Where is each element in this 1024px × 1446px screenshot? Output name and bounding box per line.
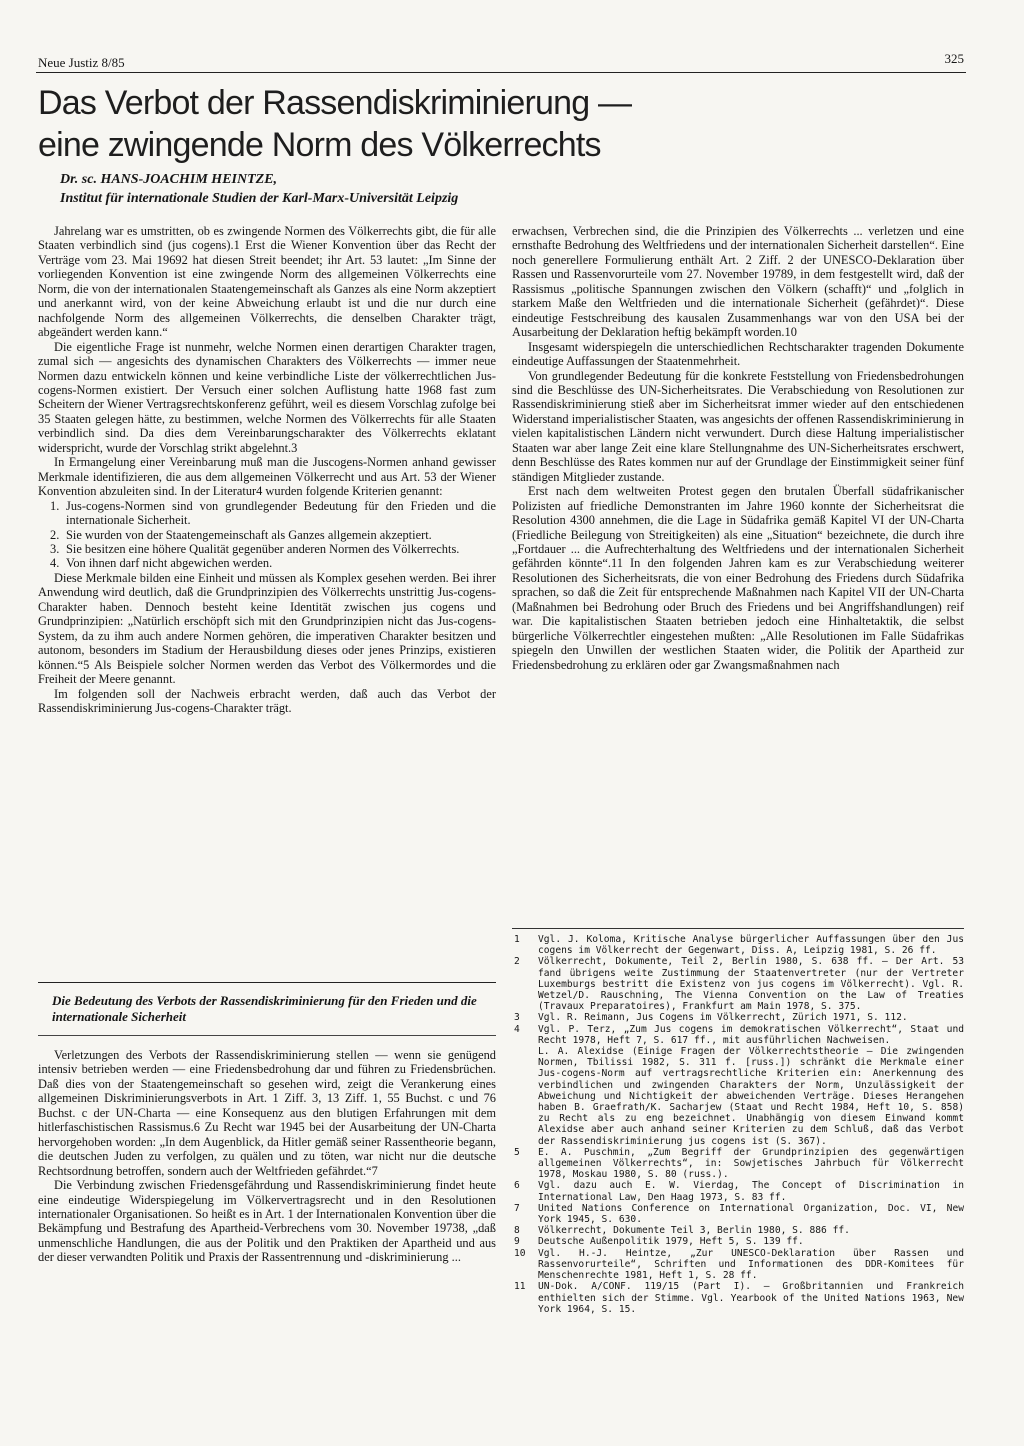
footnote-text: E. A. Puschmin, „Zum Begriff der Grundprinzipien des gegenwärtigen allgemeinen Völkerrechts“, in: Sowjetisches Jahrbuch für Völkerrecht 1978, Moskau 1980, S. 80 (russ.). — [538, 1146, 964, 1181]
criteria-number: 3. — [50, 541, 60, 556]
left-column — [38, 224, 496, 715]
footnote-number: 9 — [514, 1236, 520, 1248]
footnote — [512, 956, 964, 1012]
criteria-number: 1. — [50, 498, 60, 513]
section-heading-box — [38, 982, 496, 1036]
criteria-number: 4. — [50, 556, 60, 571]
footnote-number: 6 — [514, 1180, 520, 1192]
footnote — [512, 1225, 964, 1236]
title-line-1: Das Verbot der Rassendiskriminierung — — [38, 84, 632, 122]
paragraph: Die eigentliche Frage ist nunmehr, welche Normen einen derartigen Charakter tragen, zumal sich — angesichts des dynamischen Charakters des Völkerrechts — immer neue Normen dazu entwickeln können und keine verbindliche Liste der völkerrechtlichen Jus-cogens-Normen existiert. Der Versuch einer solchen Auflistung hatte 1968 fast zum Scheitern der Wiener Vertragsrechtskonferenz geführt, weil es diesem Vorschlag zufolge bei 35 Staaten gelegen hätte, zu bestimmen, welche Normen des Völkerrechts für alle Staaten verbindlich sind. Da dies dem Vereinbarungscharakter des Völkerrechts eklatant widerspricht, wurde der Vorschlag strikt abgelehnt.3 — [38, 339, 496, 455]
footnote — [512, 1248, 964, 1282]
criteria-item — [38, 499, 496, 528]
author-affiliation: Institut für internationale Studien der Karl-Marx-Universität Leipzig — [60, 191, 459, 206]
paragraph: Erst nach dem weltweiten Protest gegen den brutalen Überfall südafrikanischer Polizisten auf friedliche Demonstranten im Jahre 1960 konnte der Sicherheitsrat die Resolution 4300 annehmen, die die Lage in Südafrika gemäß Kapitel VI der UN-Charta (Friedliche Beilegung von Streitigkeiten) als eine „Situation“ bezeichnete, die durch ihre „Fortdauer ... die Aufrechterhaltung des Weltfriedens und der internationalen Sicherheit gefährden könnte“.11 In den folgenden Jahren kam es zur Verabschiedung weiterer Resolutionen des Sicherheitsrats, die von einer Bedrohung des Friedens durch Südafrika sprachen, so daß die Zeit für entsprechende Maßnahmen nach Kapitel VII der UN-Charta (Maßnahmen bei Bedrohung oder Bruch des Friedens und bei Angriffshandlungen) reif war. Die kapitalistischen Staaten betrieben jedoch eine Hinhaltetaktik, die selbst bürgerliche Völkerrechtler eingestehen mußten: „Alle Resolutionen im Falle Südafrikas spiegeln den Unwillen der westlichen Staaten wider, die Politik der Apartheid zur Friedensbedrohung zu erklären oder gar Zwangsmaßnahmen nach — [512, 484, 964, 672]
footnote-text: Vgl. dazu auch E. W. Vierdag, The Concept of Discrimination in International Law, Den Haag 1973, S. 83 ff. — [538, 1180, 964, 1203]
footnote — [512, 1203, 964, 1225]
criteria-text: Jus-cogens-Normen sind von grundlegender Bedeutung für den Frieden und die internationale Sicherheit. — [66, 498, 496, 528]
section-heading: Die Bedeutung des Verbots der Rassendiskriminierung für den Frieden und die internationale Sicherheit — [52, 993, 477, 1024]
footnote-text: UN-Dok. A/CONF. 119/15 (Part I). — Großbritannien und Frankreich enthielten sich der Stimme. Vgl. Yearbook of the United Nations 1963, New York 1964, S. 15. — [538, 1281, 964, 1315]
footnote-text: Völkerrecht, Dokumente, Teil 2, Berlin 1980, S. 638 ff. — Der Art. 53 fand übrigens weite Zustimmung der Staatenvertreter (nur der Vertreter Luxemburgs bestritt die Existenz von jus cogens im Völkerrecht). Vgl. R. Wetzel/D. Rauschning, The Vienna Convention on the Law of Treaties (Travaux Preparatoires), Frankfurt am Main 1978, S. 375. — [538, 956, 964, 1013]
footnote-text: Völkerrecht, Dokumente Teil 3, Berlin 1980, S. 886 ff. — [538, 1225, 850, 1237]
footnote — [512, 1012, 964, 1023]
paragraph: Diese Merkmale bilden eine Einheit und müssen als Komplex gesehen werden. Bei ihrer Anwendung wird deutlich, daß die Grundprinzipien des Völkerrechts unstrittig Jus-cogens-Charakter haben. Dennoch besteht keine Identität zwischen jus cogens und Grundprinzipien: „Natürlich erschöpft sich mit den Grundprinzipien nicht das Jus-cogens-System, da zu ihm auch andere Normen gehören, die imperativen Charakter besitzen und autonom, besonders im Stadium der Herausbildung dieses oder jenes Prinzips, existieren können.“5 Als Beispiele solcher Normen werden das Verbot des Völkermordes und die Freiheit der Meere genannt. — [38, 570, 496, 687]
footnote — [512, 1180, 964, 1202]
footnote-text: United Nations Conference on International Organization, Doc. VI, New York 1945, S. 630. — [538, 1202, 964, 1226]
footnote-number: 8 — [514, 1225, 520, 1237]
paragraph: Von grundlegender Bedeutung für die konkrete Feststellung von Friedensbedrohungen sind die Beschlüsse des UN-Sicherheitsrates. Die Verabschiedung von Resolutionen zur Rassendiskriminierung stieß aber im Sicherheitsrat immer wieder auf den entschiedenen Widerstand imperialistischer Staaten, was angesichts der offenen Rassendiskriminierung in vielen kapitalistischen Ländern nicht verwundert. Durch diese Haltung imperialistischer Staaten war aber lange Zeit eine klare Stellungnahme des UN-Sicherheitsrates erschwert, denn Beschlüsse des Rates kommen nur auf der Grundlage der Einstimmigkeit seiner fünf ständigen Mitglieder zustande. — [512, 368, 964, 484]
footnote-number: 10 — [514, 1247, 526, 1259]
author-block — [60, 170, 660, 208]
footnote — [512, 1024, 964, 1046]
header-rule — [36, 72, 966, 73]
running-head — [38, 51, 964, 73]
criteria-item — [38, 528, 496, 542]
footnote-number: 11 — [514, 1281, 526, 1293]
footnote-text: Vgl. J. Koloma, Kritische Analyse bürgerlicher Auffassungen über den Jus cogens im Völkerrecht der Gegenwart, Diss. A, Leipzig 1981, S. 26 ff. — [538, 934, 964, 957]
footnote-number: 7 — [514, 1202, 520, 1214]
criteria-text: Sie wurden von der Staatengemeinschaft als Ganzes allgemein akzeptiert. — [66, 527, 432, 542]
criteria-item — [38, 556, 496, 570]
footnote-number: 2 — [514, 956, 520, 968]
page-number: 325 — [944, 51, 964, 66]
paragraph: In Ermangelung einer Vereinbarung muß man die Juscogens-Normen anhand gewisser Merkmale identifizieren, die aus dem allgemeinen Völkerrecht und aus Art. 53 der Wiener Konvention abzuleiten sind. In der Literatur4 wurden folgende Kriterien genannt: — [38, 455, 496, 499]
right-column — [512, 224, 964, 672]
footnote-text: Vgl. H.-J. Heintze, „Zur UNESCO-Deklaration über Rassen und Rassenvorurteile“, Schriften und Informationen des DDR-Komitees für Menschenrechte 1981, Heft 1, S. 28 ff. — [538, 1247, 964, 1282]
criteria-number: 2. — [50, 527, 60, 542]
title-line-2: eine zwingende Norm des Völkerrechts — [38, 126, 601, 164]
paragraph: Die Verbindung zwischen Friedensgefährdung und Rassendiskriminierung findet heute eine eindeutige Widerspiegelung im Völkervertragsrecht und in den Resolutionen internationaler Organisationen. So heißt es in Art. 1 der Internationalen Konvention über die Bekämpfung und Bestrafung des Apartheid-Verbrechens vom 30. November 19738, „daß unmenschliche Handlungen, die aus der Politik und den Praktiken der Apartheid und aus der dieser verwandten Politik und Praxis der Rassentrennung und -diskriminierung ... — [38, 1178, 496, 1265]
article-title — [38, 82, 738, 166]
criteria-text: Sie besitzen eine höhere Qualität gegenüber anderen Normen des Völkerrechts. — [66, 541, 460, 556]
paragraph: Im folgenden soll der Nachweis erbracht werden, daß auch das Verbot der Rassendiskriminierung Jus-cogens-Charakter trägt. — [38, 686, 496, 715]
footnotes — [512, 934, 964, 1315]
footnote — [512, 1147, 964, 1181]
journal-name: Neue Justiz 8/85 — [38, 55, 125, 70]
paragraph: erwachsen, Verbrechen sind, die die Prinzipien des Völkerrechts ... verletzen und eine ernsthafte Bedrohung des Weltfriedens und der internationalen Sicherheit darstellen“. Eine noch generellere Formulierung enthält Art. 2 Ziff. 2 der UNESCO-Deklaration über Rassen und Rassenvorurteile vom 27. November 19789, in dem festgestellt wird, daß der Rassismus „politische Spannungen zwischen den Völkern (schafft)“ und „folglich in starkem Maße den Weltfrieden und die internationale Sicherheit (gefährdet)“. Diese eindeutige Festschreibung des kausalen Zusammenhangs war von den USA bei der Ausarbeitung der Deklaration heftig bekämpft worden.10 — [512, 224, 964, 340]
footnote-number: 1 — [514, 934, 520, 945]
footnote — [512, 934, 964, 956]
footnote-text: Vgl. R. Reimann, Jus Cogens im Völkerrecht, Zürich 1971, S. 112. — [538, 1012, 908, 1024]
footnote-number: 4 — [514, 1023, 520, 1035]
footnote-text: L. A. Alexidse (Einige Fragen der Völkerrechtstheorie — Die zwingenden Normen, Tbilissi 1982, S. 311 f. [russ.]) schränkt die Merkmale einer Jus-cogens-Norm auf vertragsrechtliche Kriterien ein: Anerkennung des verbindlichen und zwingenden Charakters der Norm, Unzulässigkeit der Abweichung und Nichtigkeit der abweichenden Verträge. Dieses Herangehen haben B. Graefrath/K. Sacharjew (Staat und Recht 1984, Heft 10, S. 858) zu Recht als zu eng bezeichnet. Unabhängig von diesem Einwand kommt Alexidse aber auch anhand seiner Kriterien zu dem Schluß, daß das Verbot der Rassendiskriminierung jus cogens ist (S. 367). — [538, 1046, 964, 1147]
paragraph: Insgesamt widerspiegeln die unterschiedlichen Rechtscharakter tragenden Dokumente eindeutige Auffassungen der Staatenmehrheit. — [512, 339, 964, 369]
author-name: Dr. sc. HANS-JOACHIM HEINTZE, — [60, 172, 278, 187]
criteria-text: Von ihnen darf nicht abgewichen werden. — [66, 556, 273, 571]
footnote-text: Deutsche Außenpolitik 1979, Heft 5, S. 139 ff. — [538, 1236, 804, 1248]
footnote — [512, 1281, 964, 1315]
paragraph: Verletzungen des Verbots der Rassendiskriminierung stellen — wenn sie genügend intensiv betrieben werden — eine Friedensbedrohung dar und führen zu Friedensbrüchen. Daß dies von der Staatengemeinschaft so gesehen wird, zeigt die Verankerung eines allgemeinen Diskriminierungsverbots in Art. 1 Ziff. 3, 13 Ziff. 1, 55 Buchst. c und 76 Buchst. c der UN-Charta — eine Konsequenz aus den blutigen Erfahrungen mit dem hitlerfaschistischen Rassismus.6 Zu Recht war 1945 bei der Ausarbeitung der UN-Charta hervorgehoben worden: „In dem Augenblick, da Hitler gemäß seiner Rassentheorie begann, die deutschen Juden zu verfolgen, zu quälen und zu töten, war nicht nur die deutsche Rechtsordnung betroffen, sondern auch der Weltfrieden gefährdet.“7 — [38, 1048, 496, 1178]
paragraph: Jahrelang war es umstritten, ob es zwingende Normen des Völkerrechts gibt, die für alle Staaten verbindlich sind (jus cogens).1 Erst die Wiener Konvention über das Recht der Verträge vom 23. Mai 19692 hat diesen Streit beendet; ihr Art. 53 lautet: „Im Sinne der vorliegenden Konvention ist eine zwingende Norm des allgemeinen Völkerrechts eine Norm, die von der internationalen Staatengemeinschaft als Ganzes als eine Norm akzeptiert und anerkannt wird, von der keine Abweichung erlaubt ist und die nur durch eine nachfolgende Norm des allgemeinen Völkerrechts, die denselben Charakter trägt, abgeändert werden kann.“ — [38, 224, 496, 340]
footnote-text: Vgl. P. Terz, „Zum Jus cogens im demokratischen Völkerrecht“, Staat und Recht 1978, Heft 7, S. 617 ff., mit ausführlichen Nachweisen. — [538, 1023, 964, 1046]
footnote — [512, 1236, 964, 1247]
criteria-item — [38, 542, 496, 556]
left-column-bottom — [38, 1048, 496, 1265]
footnote-rule — [512, 928, 964, 929]
footnote-number: 3 — [514, 1012, 520, 1024]
footnote — [512, 1046, 964, 1147]
footnote-number: 5 — [514, 1146, 520, 1158]
